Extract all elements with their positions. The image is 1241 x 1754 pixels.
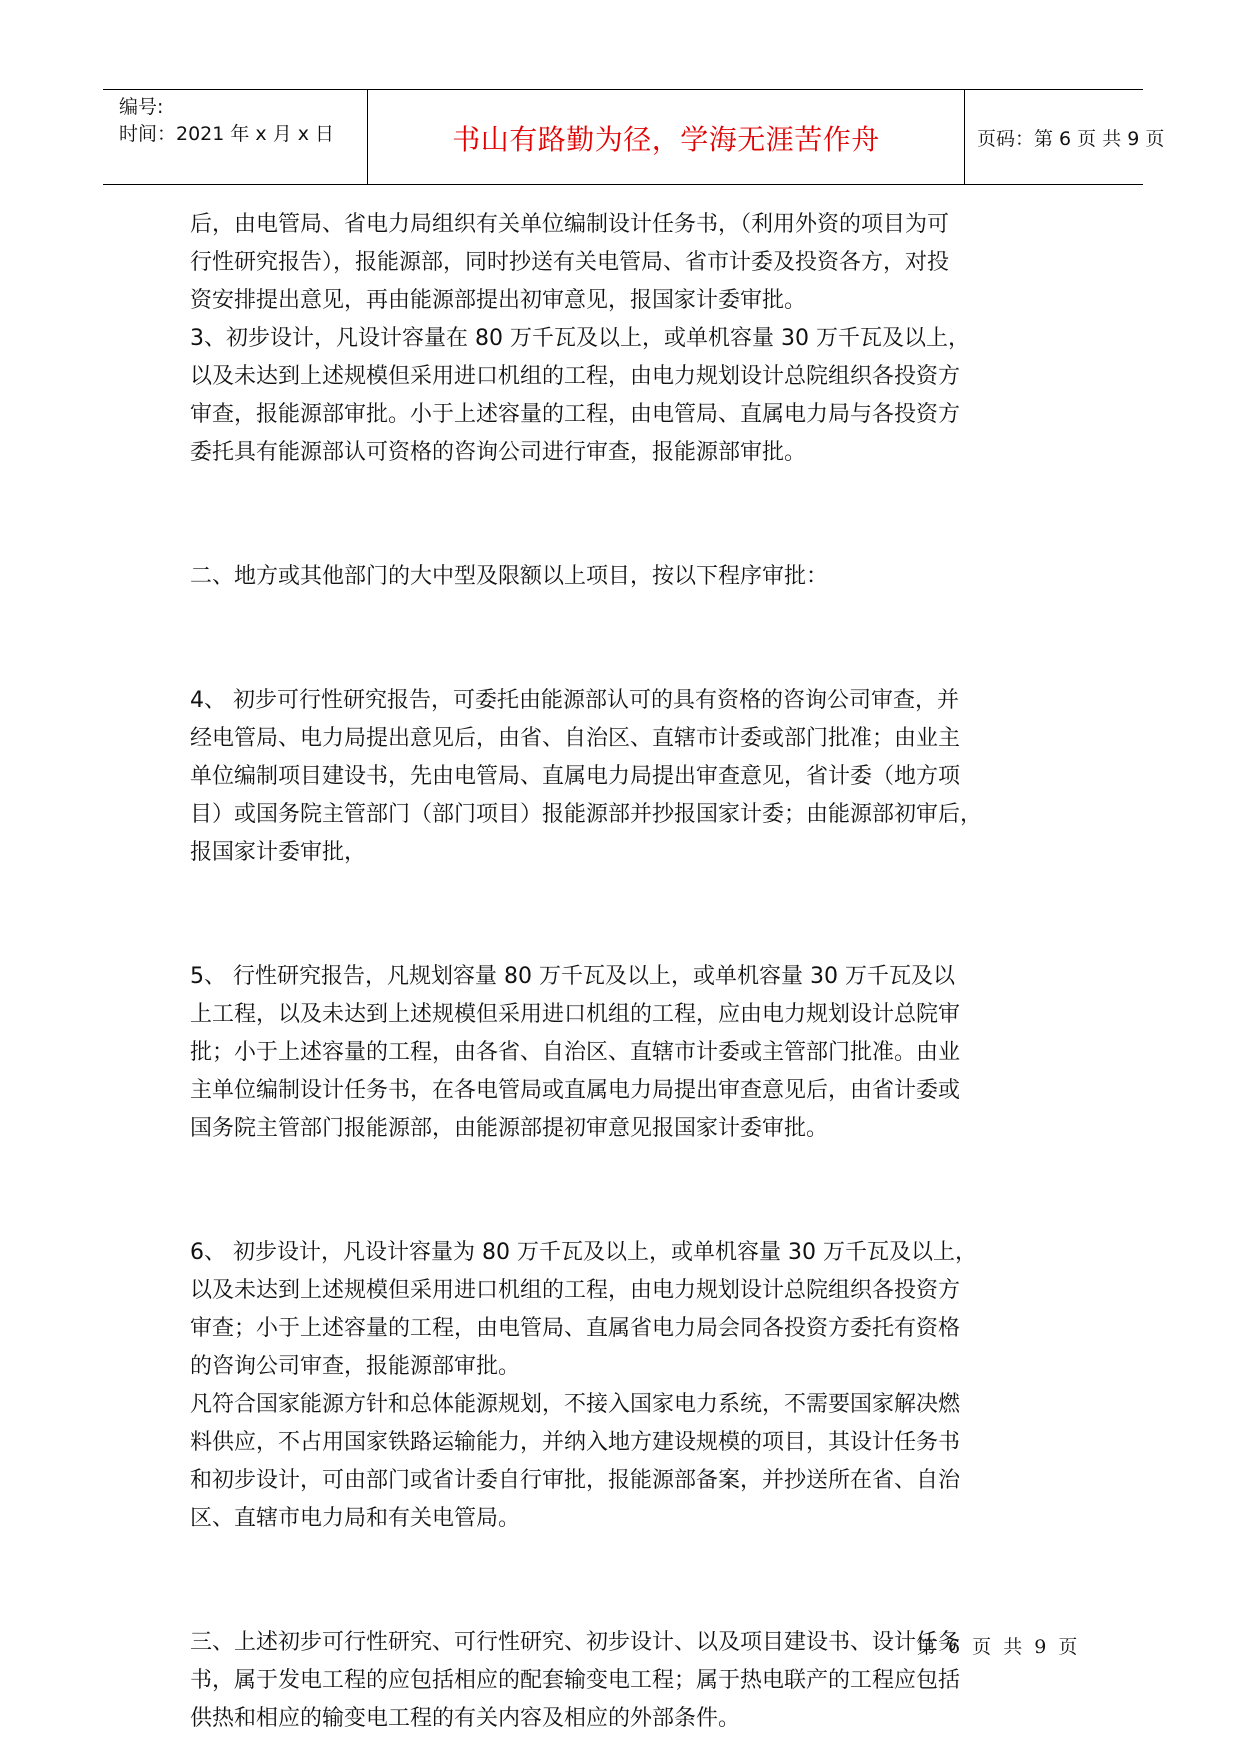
page-number-label: 页码：第 6 页 共 9 页 [977,128,1165,150]
text-line: 后，由电管局、省电力局组织有关单位编制设计任务书，（利用外资的项目为可 [190,212,950,237]
document-body [190,206,1080,1738]
text-line: 上工程，以及未达到上述规模但采用进口机组的工程，应由电力规划设计总院审 [190,1002,961,1027]
blank-spacer [190,596,1080,682]
blank-spacer [190,472,1080,558]
text-line: 供热和相应的输变电工程的有关内容及相应的外部条件。 [190,1706,741,1731]
text-line: 二、地方或其他部门的大中型及限额以上项目，按以下程序审批： [190,564,829,589]
text-line: 经电管局、电力局提出意见后，由省、自治区、直辖市计委或部门批准；由业主 [190,726,961,751]
text-line: 主单位编制设计任务书，在各电管局或直属电力局提出审查意见后，由省计委或 [190,1078,961,1103]
time-label: 时间：2021 年 x 月 x 日 [119,123,335,145]
text-line: 区、直辖市电力局和有关电管局。 [190,1506,521,1531]
blank-spacer [190,1148,1080,1234]
header-page-cell [965,90,1165,184]
header-info-cell [103,90,368,184]
text-line: 的咨询公司审查，报能源部审批。 [190,1354,521,1379]
text-line: 批；小于上述容量的工程，由各省、自治区、直辖市计委或主管部门批准。由业 [190,1040,961,1065]
blank-spacer [190,1538,1080,1624]
text-line: 以及未达到上述规模但采用进口机组的工程，由电力规划设计总院组织各投资方 [190,364,961,389]
page-footer: 第 6 页 共 9 页 [917,1636,1081,1658]
text-line: 4、 初步可行性研究报告，可委托由能源部认可的具有资格的咨询公司审查，并 [190,688,959,713]
text-line: 5、 行性研究报告，凡规划容量 80 万千瓦及以上，或单机容量 30 万千瓦及以 [190,964,955,989]
text-line: 3、初步设计，凡设计容量在 80 万千瓦及以上，或单机容量 30 万千瓦及以上， [190,326,970,351]
text-line: 凡符合国家能源方针和总体能源规划，不接入国家电力系统，不需要国家解决燃 [190,1392,961,1417]
blank-spacer [190,872,1080,958]
text-line: 审查，报能源部审批。小于上述容量的工程，由电管局、直属电力局与各投资方 [190,402,961,427]
text-line: 和初步设计，可由部门或省计委自行审批，报能源部备案，并抄送所在省、自治 [190,1468,961,1493]
text-line: 报国家计委审批， [190,840,367,865]
text-line: 三、上述初步可行性研究、可行性研究、初步设计、以及项目建设书、设计任务 [190,1630,961,1655]
header-motto-cell [368,90,965,184]
text-line: 委托具有能源部认可资格的咨询公司进行审查，报能源部审批。 [190,440,807,465]
text-line: 料供应，不占用国家铁路运输能力，并纳入地方建设规模的项目，其设计任务书 [190,1430,961,1455]
page-header [103,89,1165,185]
number-label: 编号: [119,96,164,118]
text-line: 6、 初步设计，凡设计容量为 80 万千瓦及以上，或单机容量 30 万千瓦及以上， [190,1240,977,1265]
text-line: 行性研究报告），报能源部，同时抄送有关电管局、省市计委及投资各方，对投 [190,250,950,275]
motto-text: 书山有路勤为径，学海无涯苦作舟 [452,123,880,156]
text-line: 国务院主管部门报能源部，由能源部提初审意见报国家计委审批。 [190,1116,829,1141]
text-line: 资安排提出意见，再由能源部提出初审意见，报国家计委审批。 [190,288,807,313]
text-line: 目）或国务院主管部门（部门项目）报能源部并抄报国家计委；由能源部初审后， [190,802,983,827]
text-line: 书，属于发电工程的应包括相应的配套输变电工程；属于热电联产的工程应包括 [190,1668,961,1693]
text-line: 以及未达到上述规模但采用进口机组的工程，由电力规划设计总院组织各投资方 [190,1278,961,1303]
text-line: 单位编制项目建设书，先由电管局、直属电力局提出审查意见，省计委（地方项 [190,764,961,789]
text-line: 审查；小于上述容量的工程，由电管局、直属省电力局会同各投资方委托有资格 [190,1316,961,1341]
